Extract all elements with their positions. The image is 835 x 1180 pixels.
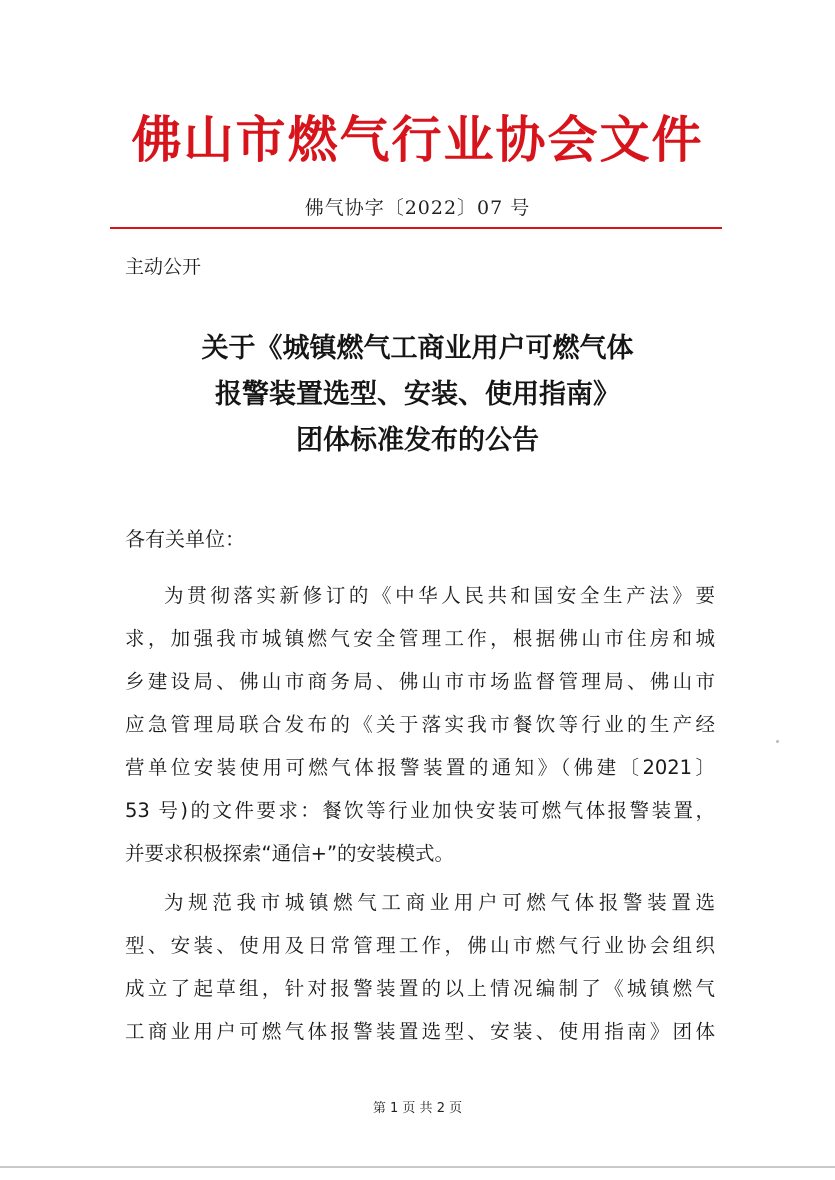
paragraph-line: 应急管理局联合发布的《关于落实我市餐饮等行业的生产经 — [125, 713, 715, 736]
header-divider — [110, 227, 722, 229]
paragraph-line: 成立了起草组，针对报警装置的以上情况编制了《城镇燃气 — [125, 977, 715, 1000]
scan-speck — [776, 740, 779, 743]
page-number-footer: 第 1 页 共 2 页 — [372, 1101, 463, 1116]
paragraph-line: 53 号)的文件要求：餐饮等行业加快安装可燃气体报警装置， — [125, 799, 715, 822]
title-line: 关于《城镇燃气工商业用户可燃气体 — [201, 333, 634, 364]
title-line: 报警装置选型、安装、使用指南》 — [215, 379, 620, 410]
salutation: 各有关单位： — [125, 527, 245, 551]
organization-header: 佛山市燃气行业协会文件 — [131, 111, 704, 169]
body-paragraph-2 — [125, 881, 715, 1053]
document-number: 佛气协字〔2022〕07 号 — [304, 197, 531, 219]
scan-edge-line — [0, 1166, 835, 1168]
disclosure-label: 主动公开 — [125, 256, 202, 278]
paragraph-line: 乡建设局、佛山市商务局、佛山市市场监督管理局、佛山市 — [125, 670, 715, 693]
paragraph-line: 求，加强我市城镇燃气安全管理工作，根据佛山市住房和城 — [125, 627, 715, 650]
paragraph-line: 为规范我市城镇燃气工商业用户可燃气体报警装置选 — [164, 891, 715, 914]
paragraph-line: 型、安装、使用及日常管理工作，佛山市燃气行业协会组织 — [125, 934, 715, 957]
paragraph-line: 并要求积极探索“通信+”的安装模式。 — [125, 842, 455, 865]
title-line: 团体标准发布的公告 — [296, 425, 539, 456]
paragraph-line: 营单位安装使用可燃气体报警装置的通知》（佛建〔2021〕 — [125, 756, 715, 779]
body-paragraph-1 — [125, 574, 715, 875]
document-title — [0, 326, 835, 464]
paragraph-line: 为贯彻落实新修订的《中华人民共和国安全生产法》要 — [164, 584, 715, 607]
paragraph-line: 工商业用户可燃气体报警装置选型、安装、使用指南》团体 — [125, 1020, 715, 1043]
